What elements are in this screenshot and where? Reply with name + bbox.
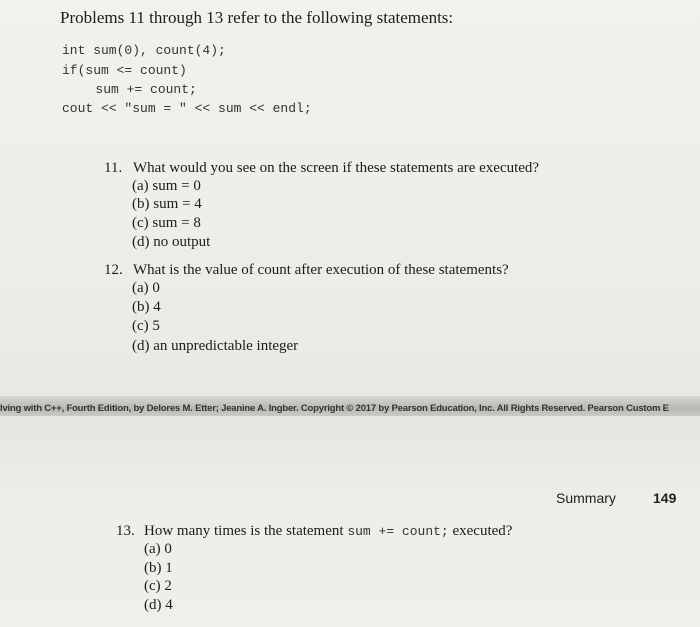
question-number: 13. [116,523,135,539]
code-line-2: if(sum <= count) [62,63,187,78]
question-text: What would you see on the screen if these statements are executed? [133,160,540,176]
question-number: 12. [104,262,123,278]
option-b: (b) sum = 4 [132,196,202,212]
question-text-after: executed? [452,523,513,539]
option-b: (b) 1 [144,560,173,576]
option-d: (d) an unpredictable integer [132,338,299,354]
code-line-3: sum += count; [72,82,197,97]
inline-code: sum += count; [347,524,449,539]
question-text [144,523,512,540]
question-text: What is the value of count after execution of these statements? [133,262,509,278]
option-a: (a) sum = 0 [132,178,201,194]
running-head-section: Summary [556,490,616,506]
code-line-4: cout << "sum = " << sum << endl; [62,101,312,116]
option-c: (c) 5 [132,318,160,334]
problems-heading: Problems 11 through 13 refer to the following statements: [60,8,454,27]
lower-page [0,416,700,627]
question-text-before: How many times is the statement [144,523,344,539]
code-line-1: int sum(0), count(4); [62,43,226,58]
option-c: (c) sum = 8 [132,215,201,231]
option-a: (a) 0 [132,280,160,296]
page-number: 149 [653,490,677,506]
copyright-footer: lving with C++, Fourth Edition, by Delores M. Etter; Jeanine A. Ingber. Copyright © 2017 by Pearson Education, Inc. All Rights Reserved. Pearson Custom E [0,403,669,414]
option-c: (c) 2 [144,578,172,594]
option-a: (a) 0 [144,541,172,557]
option-d: (d) no output [132,234,211,250]
question-number: 11. [104,160,123,176]
option-b: (b) 4 [132,299,161,315]
option-d: (d) 4 [144,597,173,613]
